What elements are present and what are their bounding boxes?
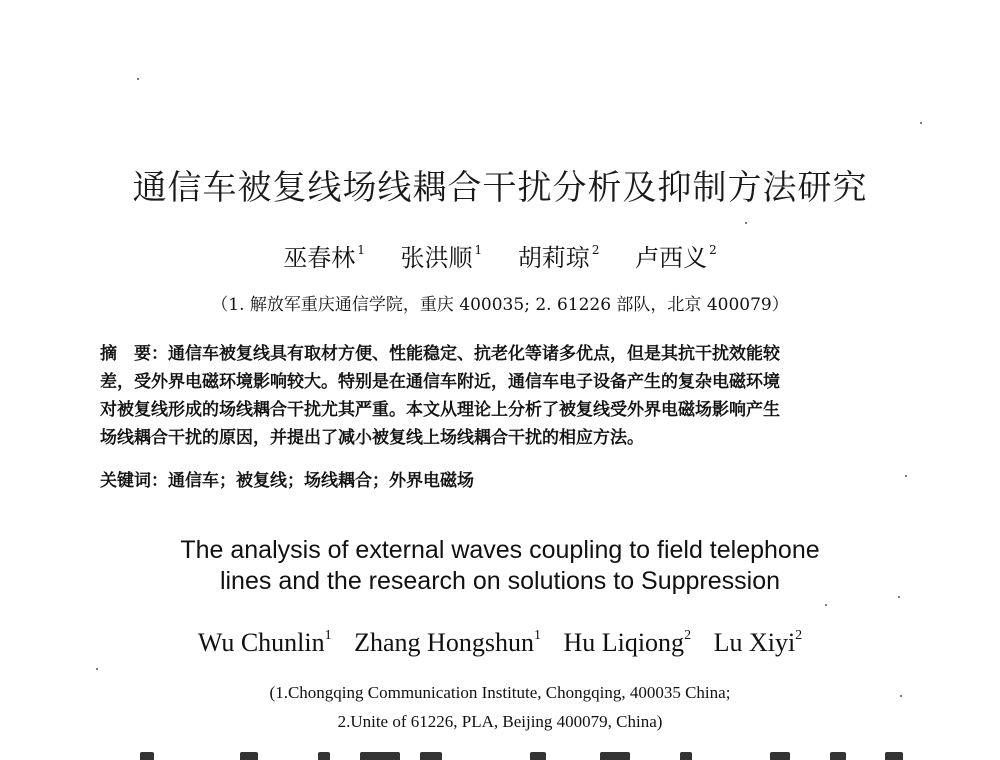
abstract-line xyxy=(100,340,912,368)
title-line: lines and the research on solutions to Suppression xyxy=(219,567,781,595)
author-name: Hu Liqiong xyxy=(563,628,685,657)
cropped-glyph xyxy=(680,752,692,760)
scan-speck xyxy=(905,475,907,477)
scan-speck xyxy=(920,122,922,124)
cropped-text-line xyxy=(0,742,1000,760)
author-name: Lu Xiyi xyxy=(713,628,796,657)
author-affil-mark: 1 xyxy=(324,628,332,643)
author-en xyxy=(198,628,332,658)
author-affil-mark: 1 xyxy=(474,243,483,257)
scan-speck xyxy=(137,78,139,80)
author-en xyxy=(354,628,541,658)
author-cn xyxy=(635,238,717,273)
author-affil-mark: 2 xyxy=(684,628,692,643)
cropped-glyph xyxy=(530,752,546,760)
cropped-glyph xyxy=(240,752,258,760)
author-name: 巫春林 xyxy=(283,244,356,272)
affiliation-line: 2.Unite of 61226, PLA, Beijing 400079, China) xyxy=(337,712,663,731)
cropped-glyph xyxy=(318,752,330,760)
author-cn xyxy=(518,238,600,273)
cropped-glyph xyxy=(360,752,400,760)
keywords-text: 通信车；被复线；场线耦合；外界电磁场 xyxy=(168,471,474,491)
scan-speck xyxy=(96,668,98,670)
cropped-glyph xyxy=(770,752,790,760)
keywords-chinese xyxy=(100,466,474,491)
abstract-line: 对被复线形成的场线耦合干扰尤其严重。本文从理论上分析了被复线受外界电磁场影响产生 xyxy=(100,400,780,420)
author-list-english xyxy=(0,628,1000,658)
affiliation-english xyxy=(0,678,1000,736)
author-name: 张洪顺 xyxy=(400,244,473,272)
author-affil-mark: 1 xyxy=(533,628,541,643)
author-cn xyxy=(283,238,365,273)
cropped-glyph xyxy=(140,752,154,760)
author-name: Wu Chunlin xyxy=(197,628,325,657)
cropped-glyph xyxy=(885,752,903,760)
abstract-text: 通信车被复线具有取材方便、性能稳定、抗老化等诸多优点，但是其抗干扰效能较 xyxy=(168,344,780,364)
abstract-line: 差，受外界电磁环境影响较大。特别是在通信车附近，通信车电子设备产生的复杂电磁环境 xyxy=(100,372,780,392)
author-affil-mark: 2 xyxy=(795,628,803,643)
author-en xyxy=(563,628,691,658)
paper-title-chinese: 通信车被复线场线耦合干扰分析及抑制方法研究 xyxy=(132,168,868,208)
author-affil-mark: 2 xyxy=(591,243,600,257)
author-cn xyxy=(401,238,483,273)
cropped-glyph xyxy=(420,752,442,760)
affiliation-line: (1.Chongqing Communication Institute, Chongqing, 400035 China; xyxy=(269,683,731,702)
cropped-glyph xyxy=(600,752,630,760)
title-line: The analysis of external waves coupling to field telephone xyxy=(180,536,820,564)
affiliation-chinese: （1. 解放军重庆通信学院，重庆 400035; 2. 61226 部队，北京 400079） xyxy=(211,295,789,315)
keywords-label: 关键词： xyxy=(100,471,168,491)
author-name: 卢西义 xyxy=(635,244,708,272)
author-name: 胡莉琼 xyxy=(517,244,590,272)
paper-title-english xyxy=(0,535,1000,597)
abstract-line: 场线耦合干扰的原因，并提出了减小被复线上场线耦合干扰的相应方法。 xyxy=(100,428,644,448)
author-name: Zhang Hongshun xyxy=(354,628,534,657)
abstract-chinese xyxy=(100,340,912,452)
author-affil-mark: 2 xyxy=(709,243,717,257)
abstract-label: 摘 要： xyxy=(100,344,168,364)
author-list-chinese xyxy=(0,238,1000,273)
scan-speck xyxy=(745,222,747,224)
scan-speck xyxy=(825,604,827,606)
cropped-glyph xyxy=(830,752,846,760)
author-affil-mark: 1 xyxy=(357,243,365,257)
author-en xyxy=(714,628,803,658)
